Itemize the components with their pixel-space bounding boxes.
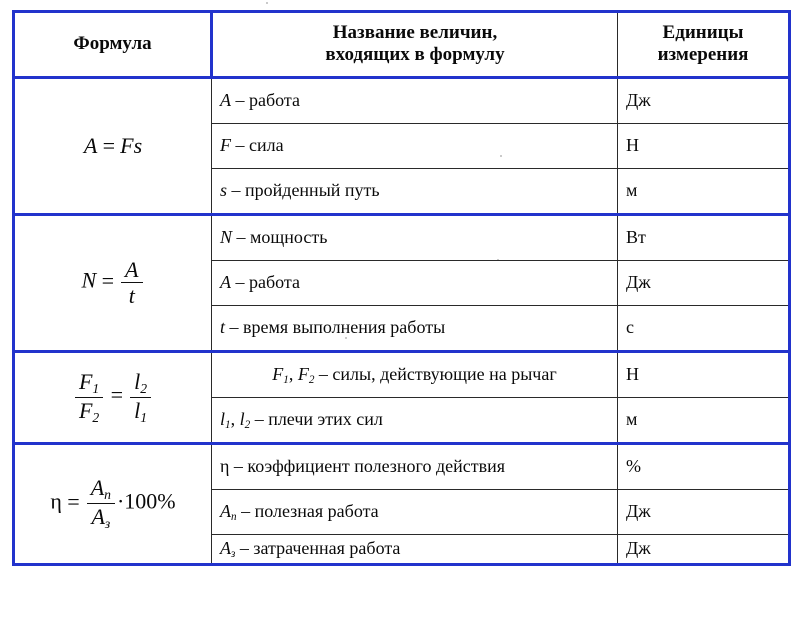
table-row [14, 351, 790, 397]
table-row [14, 214, 790, 260]
quantity-unit: м [618, 397, 790, 443]
quantity-name: $F_1$, $F_2$ – силы, действующие на рычаг [212, 351, 618, 397]
formula-cell-efficiency: η = $\frac{A_п}{A_з}$ ·100% [14, 443, 212, 564]
quantity-unit: Дж [618, 489, 790, 534]
table-row [14, 77, 790, 123]
physics-formula-table [12, 10, 791, 566]
header-name-line1: Название величин, [332, 22, 498, 43]
quantity-unit: м [618, 168, 790, 214]
quantity-unit: с [618, 305, 790, 351]
formula-cell-work: A = Fs [14, 77, 212, 214]
table-row [14, 443, 790, 489]
formula-table-container [12, 10, 788, 566]
table-header-row [14, 12, 790, 78]
quantity-unit: Дж [618, 77, 790, 123]
quantity-name: $l_1$, $l_2$ – плечи этих сил [212, 397, 618, 443]
header-cell-unit [618, 12, 790, 78]
quantity-name: t – время выполнения работы [212, 305, 618, 351]
quantity-name: A – работа [212, 260, 618, 305]
quantity-name: F – сила [212, 123, 618, 168]
header-cell-name [212, 12, 618, 78]
quantity-name: η – коэффициент полезного действия [212, 443, 618, 489]
quantity-name: $A_п$ – полезная работа [212, 489, 618, 534]
scan-speck [266, 2, 268, 4]
quantity-unit: Дж [618, 260, 790, 305]
header-unit-line1: Единицы [662, 22, 744, 43]
quantity-unit: Дж [618, 534, 790, 564]
quantity-name: N – мощность [212, 214, 618, 260]
quantity-name: $A_з$ – затраченная работа [212, 534, 618, 564]
header-unit-line2: измерения [657, 44, 749, 66]
quantity-name: s – пройденный путь [212, 168, 618, 214]
quantity-name: A – работа [212, 77, 618, 123]
quantity-unit: Вт [618, 214, 790, 260]
quantity-unit: Н [618, 123, 790, 168]
quantity-unit: % [618, 443, 790, 489]
formula-cell-power: N = $\frac{A}{t}$ [14, 214, 212, 351]
formula-cell-lever: $\frac{F_1}{F_2}$ = $\frac{l_2}{l_1}$ [14, 351, 212, 443]
header-cell-formula: Формула [14, 12, 212, 78]
header-name-line2: входящих в формулу [325, 44, 505, 66]
quantity-unit: Н [618, 351, 790, 397]
